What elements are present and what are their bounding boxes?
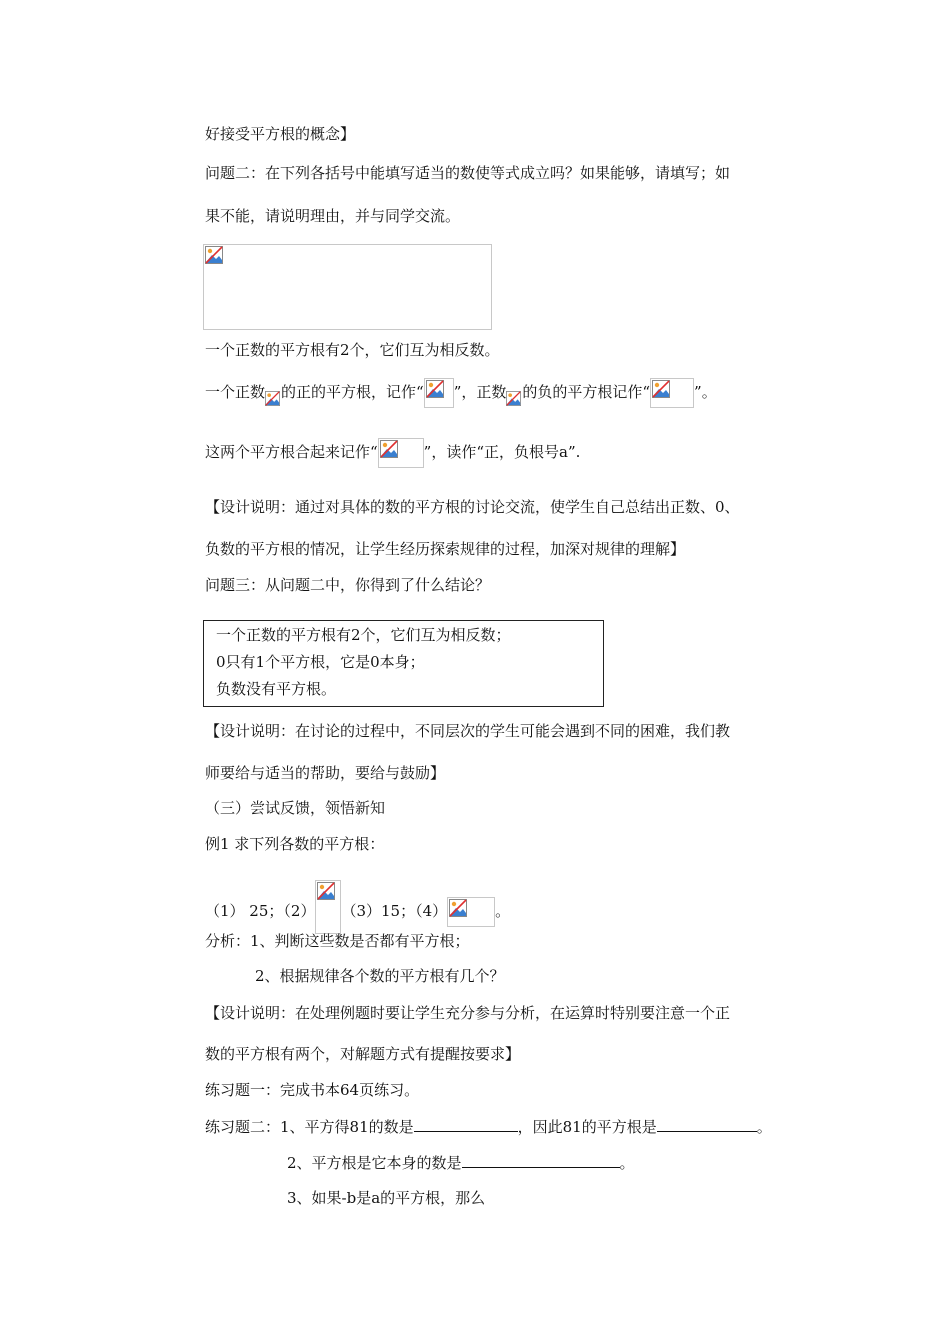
example-items-b: （3）15；（4） xyxy=(341,902,448,920)
combine-line xyxy=(205,438,580,468)
exercise-2-text-b: ，因此81的平方根是 xyxy=(517,1118,657,1136)
combine-text-b: ”，读作“正，负根号a”. xyxy=(423,443,581,461)
notation-text-d: 的负的平方根记作“ xyxy=(522,383,651,401)
blank-line[interactable] xyxy=(414,1116,518,1132)
example-1-items xyxy=(205,880,510,934)
conclusion-box xyxy=(203,620,604,707)
notation-line xyxy=(205,378,717,408)
exercise-1: 练习题一：完成书本64页练习。 xyxy=(205,1081,420,1099)
broken-image-icon xyxy=(426,380,444,398)
notation-text-c: ”，正数 xyxy=(453,383,507,401)
notation-text-b: 的正的平方根，记作“ xyxy=(281,383,424,401)
blank-line[interactable] xyxy=(462,1152,620,1168)
inline-image-c xyxy=(506,380,522,406)
notation-text-a: 一个正数 xyxy=(205,383,266,401)
broken-image-icon xyxy=(380,440,398,458)
question-two-line2: 果不能，请说明理由，并与同学交流。 xyxy=(205,207,461,225)
design-note-3-line1: 【设计说明：在处理例题时要让学生充分参与分析，在运算时特别要注意一个正 xyxy=(205,1004,731,1022)
inline-image-e xyxy=(378,438,424,468)
notation-text-e: ”。 xyxy=(694,383,717,401)
question-two-line1: 问题二：在下列各括号中能填写适当的数使等式成立吗？如果能够，请填写；如 xyxy=(205,164,731,182)
exercise-2-line1 xyxy=(205,1116,772,1137)
exercise-2-line2 xyxy=(287,1152,635,1173)
example-items-c: 。 xyxy=(495,902,511,920)
design-note-1-line2: 负数的平方根的情况，让学生经历探索规律的过程，加深对规律的理解】 xyxy=(205,540,686,558)
conclusion-line: 负数没有平方根。 xyxy=(216,680,337,698)
inline-image-d xyxy=(650,378,694,408)
blank-line[interactable] xyxy=(657,1116,757,1132)
broken-image-icon xyxy=(205,246,223,264)
broken-image-icon xyxy=(265,391,280,406)
inline-image-a xyxy=(265,380,281,406)
exercise-2-line3: 3、如果-b是a的平方根，那么 xyxy=(287,1189,486,1207)
exercise-2-2-text-a: 2、平方根是它本身的数是 xyxy=(287,1154,462,1172)
broken-image-icon xyxy=(449,899,467,917)
conclusion-line: 一个正数的平方根有2个，它们互为相反数； xyxy=(216,626,511,644)
broken-image-icon xyxy=(506,391,521,406)
positive-roots-line: 一个正数的平方根有2个，它们互为相反数。 xyxy=(205,341,500,359)
analysis-2: 2、根据规律各个数的平方根有几个？ xyxy=(255,967,505,985)
section-heading: （三）尝试反馈，领悟新知 xyxy=(205,799,386,817)
inline-image-f xyxy=(315,880,341,934)
exercise-2-2-text-b: 。 xyxy=(619,1154,635,1172)
example-items-a: （1） 25；（2） xyxy=(205,902,316,920)
combine-text-a: 这两个平方根合起来记作“ xyxy=(205,443,378,461)
image-placeholder xyxy=(203,244,492,330)
design-note-3-line2: 数的平方根有两个，对解题方式有提醒按要求】 xyxy=(205,1045,521,1063)
inline-image-b xyxy=(424,378,454,408)
question-three: 问题三：从问题二中，你得到了什么结论？ xyxy=(205,576,491,594)
exercise-2-text-c: 。 xyxy=(756,1118,772,1136)
broken-image-icon xyxy=(652,380,670,398)
example-1: 例1 求下列各数的平方根： xyxy=(205,835,385,853)
exercise-2-text-a: 练习题二：1、平方得81的数是 xyxy=(205,1118,414,1136)
text-line: 好接受平方根的概念】 xyxy=(205,125,356,143)
design-note-2-line1: 【设计说明：在讨论的过程中，不同层次的学生可能会遇到不同的困难，我们教 xyxy=(205,722,731,740)
broken-image-icon xyxy=(317,882,335,900)
design-note-2-line2: 师要给与适当的帮助，要给与鼓励】 xyxy=(205,764,446,782)
inline-image-g xyxy=(447,897,495,927)
conclusion-line: 0只有1个平方根，它是0本身； xyxy=(216,653,425,671)
analysis-1: 分析：1、判断这些数是否都有平方根； xyxy=(205,932,470,950)
design-note-1-line1: 【设计说明：通过对具体的数的平方根的讨论交流，使学生自己总结出正数、0、 xyxy=(205,498,740,516)
